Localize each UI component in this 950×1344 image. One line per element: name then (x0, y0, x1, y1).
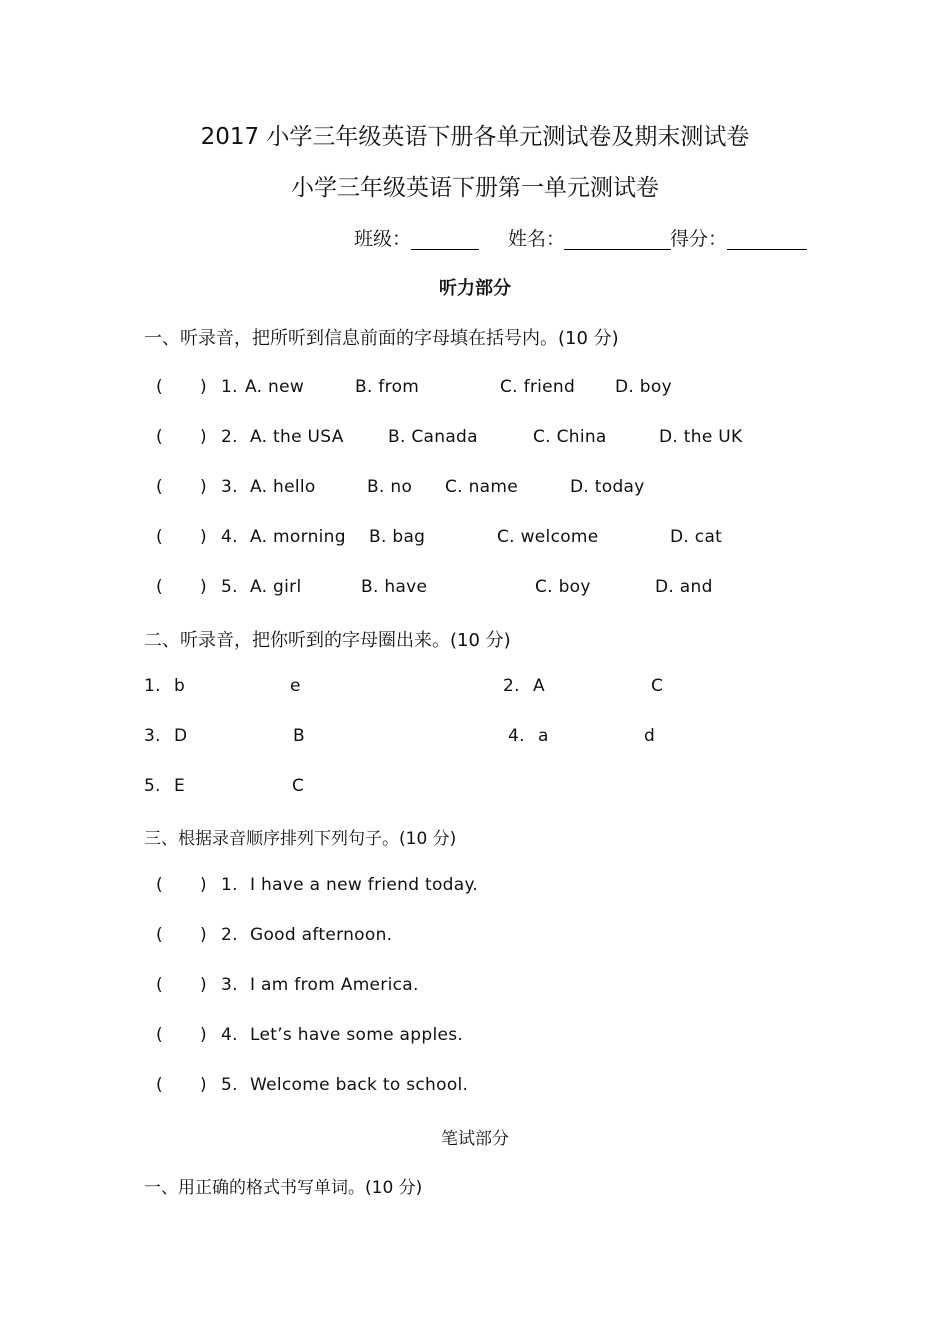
letter-choice[interactable]: a (538, 726, 549, 746)
listening-part2-title: 二、听录音，把你听到的字母圈出来。(10 分) (144, 630, 511, 651)
answer-bracket-open[interactable]: ( (156, 975, 163, 995)
answer-bracket-open[interactable]: ( (156, 875, 163, 895)
answer-bracket-close: ) (200, 377, 207, 397)
answer-bracket-close: ) (200, 427, 207, 447)
option-c: C. boy (535, 577, 591, 597)
option-c: C. China (533, 427, 607, 447)
option-b: B. from (355, 377, 420, 397)
letter-choice[interactable]: D (174, 726, 188, 746)
letter-choice[interactable]: E (174, 776, 186, 796)
answer-bracket-close: ) (200, 527, 207, 547)
listening-heading: 听力部分 (439, 278, 511, 299)
option-a: A. girl (250, 577, 302, 597)
option-c: C. welcome (497, 527, 599, 547)
answer-bracket-open[interactable]: ( (156, 1075, 163, 1095)
answer-bracket-close: ) (200, 875, 207, 895)
answer-bracket-open[interactable]: ( (156, 527, 163, 547)
main-title: 2017 小学三年级英语下册各单元测试卷及期末测试卷 (200, 124, 750, 150)
answer-bracket-close: ) (200, 1025, 207, 1045)
answer-bracket-open[interactable]: ( (156, 427, 163, 447)
item-number: 4. (508, 726, 525, 746)
item-number: 3. (221, 975, 238, 995)
option-b: B. bag (369, 527, 426, 547)
item-number: 5. (221, 577, 238, 597)
sentence: I am from America. (250, 975, 419, 995)
class-label: 班级： (354, 228, 412, 250)
score-blank[interactable] (727, 249, 807, 250)
answer-bracket-open[interactable]: ( (156, 1025, 163, 1045)
listening-part3-title: 三、根据录音顺序排列下列句子。(10 分) (144, 829, 457, 849)
letter-choice[interactable]: A (533, 676, 545, 696)
writing-heading: 笔试部分 (441, 1129, 509, 1149)
sentence: Welcome back to school. (250, 1075, 469, 1095)
option-b: B. have (361, 577, 428, 597)
score-label: 得分： (670, 228, 728, 250)
letter-choice[interactable]: C (292, 776, 305, 796)
answer-bracket-close: ) (200, 577, 207, 597)
sentence: I have a new friend today. (250, 875, 479, 895)
answer-bracket-open[interactable]: ( (156, 477, 163, 497)
sentence: Let’s have some apples. (250, 1025, 464, 1045)
item-number: 4. (221, 527, 238, 547)
item-number: 1. (221, 377, 238, 397)
sub-title: 小学三年级英语下册第一单元测试卷 (291, 175, 659, 201)
option-b: B. no (367, 477, 413, 497)
option-d: D. and (655, 577, 713, 597)
item-number: 1. (221, 875, 238, 895)
writing-part1-title: 一、用正确的格式书写单词。(10 分) (144, 1178, 423, 1198)
item-number: 3. (144, 726, 161, 746)
item-number: 2. (503, 676, 520, 696)
item-number: 4. (221, 1025, 238, 1045)
option-b: B. Canada (388, 427, 478, 447)
letter-choice[interactable]: B (293, 726, 305, 746)
answer-bracket-open[interactable]: ( (156, 577, 163, 597)
option-a: A. the USA (250, 427, 344, 447)
answer-bracket-close: ) (200, 975, 207, 995)
item-number: 5. (221, 1075, 238, 1095)
listening-part1-title: 一、听录音，把所听到信息前面的字母填在括号内。(10 分) (144, 328, 619, 349)
option-a: A. morning (250, 527, 346, 547)
option-d: D. boy (615, 377, 672, 397)
item-number: 2. (221, 925, 238, 945)
option-c: C. name (445, 477, 518, 497)
answer-bracket-close: ) (200, 1075, 207, 1095)
option-d: D. today (570, 477, 645, 497)
sentence: Good afternoon. (250, 925, 393, 945)
item-number: 2. (221, 427, 238, 447)
name-blank[interactable] (564, 249, 671, 250)
letter-choice[interactable]: e (290, 676, 301, 696)
option-c: C. friend (500, 377, 576, 397)
name-label: 姓名： (508, 228, 566, 250)
item-number: 1. (144, 676, 161, 696)
option-d: D. the UK (659, 427, 743, 447)
letter-choice[interactable]: b (174, 676, 186, 696)
item-number: 5. (144, 776, 161, 796)
item-number: 3. (221, 477, 238, 497)
class-blank[interactable] (411, 249, 479, 250)
letter-choice[interactable]: d (644, 726, 656, 746)
answer-bracket-close: ) (200, 925, 207, 945)
option-a: A. hello (250, 477, 316, 497)
letter-choice[interactable]: C (651, 676, 664, 696)
answer-bracket-open[interactable]: ( (156, 377, 163, 397)
answer-bracket-close: ) (200, 477, 207, 497)
option-a: A. new (245, 377, 305, 397)
option-d: D. cat (670, 527, 723, 547)
answer-bracket-open[interactable]: ( (156, 925, 163, 945)
